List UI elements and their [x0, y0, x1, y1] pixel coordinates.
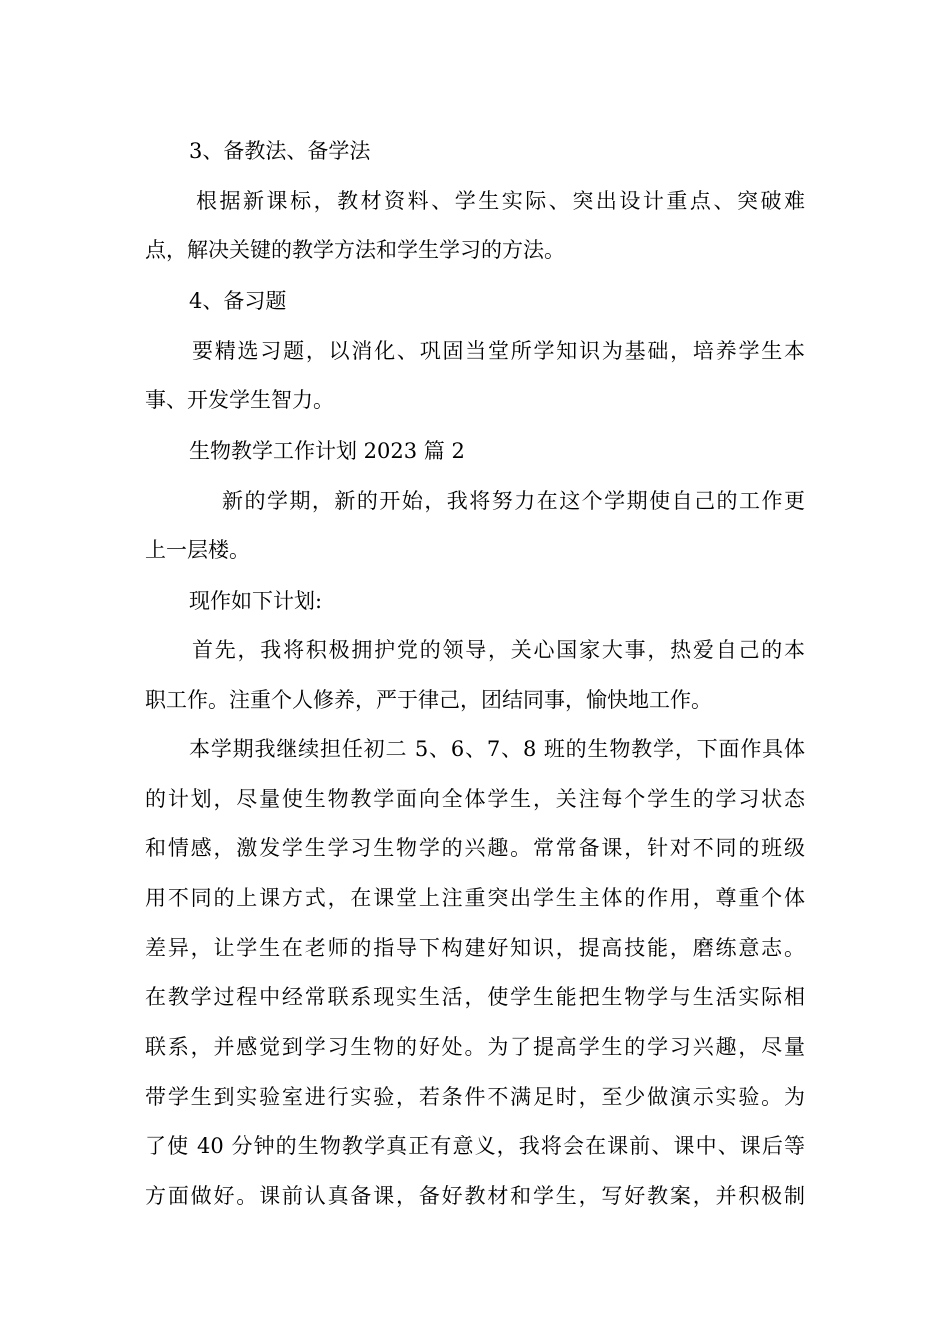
paragraph-line: 要精选习题，以消化、巩固当堂所学知识为基础，培养学生本 — [192, 339, 805, 363]
paragraph-line: 方面做好。课前认真备课，备好教材和学生，写好教案，并积极制 — [145, 1184, 805, 1208]
paragraph-line: 新的学期，新的开始，我将努力在这个学期使自己的工作更 — [222, 489, 805, 513]
paragraph-line: 在教学过程中经常联系现实生活，使学生能把生物学与生活实际相 — [145, 985, 805, 1009]
heading-exercises: 4、备习题 — [189, 289, 287, 313]
paragraph-line: 差异，让学生在老师的指导下构建好知识，提高技能，磨练意志。 — [145, 936, 805, 960]
paragraph-line: 事、开发学生智力。 — [145, 388, 334, 412]
section-title: 生物教学工作计划 2023 篇 2 — [189, 439, 465, 463]
paragraph-line: 现作如下计划: — [189, 589, 323, 613]
paragraph-line: 了使 40 分钟的生物教学真正有意义，我将会在课前、课中、课后等 — [145, 1134, 805, 1158]
paragraph-line: 带学生到实验室进行实验，若条件不满足时，至少做演示实验。为 — [145, 1085, 805, 1109]
heading-lesson-method: 3、备教法、备学法 — [189, 139, 371, 163]
paragraph-line: 本学期我继续担任初二 5、6、7、8 班的生物教学，下面作具体 — [189, 737, 805, 761]
paragraph-line: 的计划，尽量使生物教学面向全体学生，关注每个学生的学习状态 — [145, 787, 805, 811]
paragraph-line: 和情感，激发学生学习生物学的兴趣。常常备课，针对不同的班级 — [145, 836, 805, 860]
paragraph-line: 根据新课标，教材资料、学生实际、突出设计重点、突破难 — [196, 189, 805, 213]
paragraph-line: 用不同的上课方式，在课堂上注重突出学生主体的作用，尊重个体 — [145, 886, 805, 910]
paragraph-line: 联系，并感觉到学习生物的好处。为了提高学生的学习兴趣，尽量 — [145, 1035, 805, 1059]
paragraph-line: 首先，我将积极拥护党的领导，关心国家大事，热爱自己的本 — [192, 638, 805, 662]
paragraph-line: 上一层楼。 — [145, 538, 250, 562]
paragraph-line: 点，解决关键的教学方法和学生学习的方法。 — [145, 238, 565, 262]
paragraph-line: 职工作。注重个人修养，严于律己，团结同事，愉快地工作。 — [145, 688, 712, 712]
